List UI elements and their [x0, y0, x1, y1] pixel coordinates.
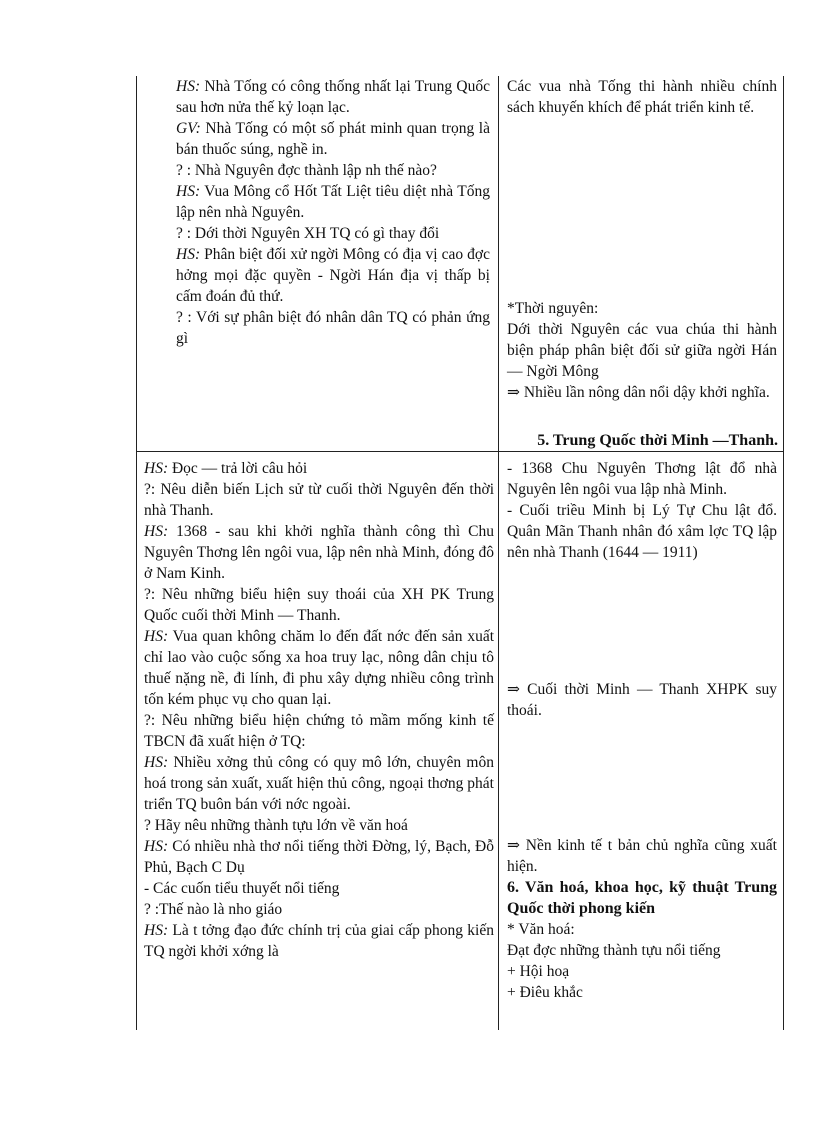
table-border-left [136, 76, 137, 1030]
column-divider [498, 76, 499, 1030]
question-line: ? : Nhà Nguyên đợc thành lập nh thế nào? [176, 162, 437, 179]
role-label: HS: [176, 78, 201, 95]
bottom-right-note-2: ⇒ Cuối thời Minh — Thanh XHPK suy thoái. [507, 681, 777, 719]
dialog-line: HS: Vua quan không chăm lo đến đất nớc đến sản xuất chỉ lao vào cuộc sống xa hoa truy lạc, nông dân chịu tô thuế nặng nề, đi lính, đi phu xây dựng nhiều công trình tốn kém phục vụ cho quan lại. [144, 628, 494, 708]
dialog-line: HS: Nhiều xởng thủ công có quy mô lớn, chuyên môn hoá trong sản xuất, xuất hiện thủ công, ngoại thơng phát triển TQ buôn bán với nớc ngoài. [144, 754, 494, 813]
top-left-cell [176, 76, 490, 349]
role-label: GV: [176, 120, 201, 137]
top-right-cell-a: Các vua nhà Tống thi hành nhiều chính sách khuyến khích để phát triển kinh tế. [507, 78, 777, 116]
question-line: ?: Nêu những biểu hiện suy thoái của XH PK Trung Quốc cuối thời Minh — Thanh. [144, 586, 494, 624]
implies-arrow-icon: ⇒ [507, 384, 520, 401]
top-right-cell-b: *Thời nguyên: Dới thời Nguyên các vua chúa thi hành biện pháp phân biệt đối sử giữa ngời Hán — Ngời Mông ⇒ Nhiều lần nông dân nổi dậy khởi nghĩa. [507, 300, 777, 401]
question-line: ? : Với sự phân biệt đó nhân dân TQ có phản ứng gì [176, 309, 490, 347]
role-label: HS: [144, 838, 169, 855]
role-label: HS: [176, 183, 201, 200]
role-label: HS: [144, 628, 169, 645]
implies-arrow-icon: ⇒ [507, 837, 520, 854]
list-line: - Các cuốn tiểu thuyết nổi tiếng [144, 880, 340, 897]
question-line: ? Hãy nêu những thành tựu lớn về văn hoá [144, 817, 408, 834]
bottom-right-note-1: - 1368 Chu Nguyên Thơng lật đổ nhà Nguyên lên ngôi vua lập nhà Minh. - Cuối triều Minh bị Lý Tự Chu lật đổ. Quân Mãn Thanh nhân đó xâm lợc TQ lập nên nhà Thanh (1644 — 1911) [507, 460, 777, 561]
question-line: ? :Thế nào là nho giáo [144, 901, 283, 918]
question-line: ?: Nêu diễn biến Lịch sử từ cuối thời Nguyên đến thời nhà Thanh. [144, 481, 494, 519]
question-line: ?: Nêu những biểu hiện chứng tỏ mầm mống kinh tế TBCN đã xuất hiện ở TQ: [144, 712, 494, 750]
table-border-right [783, 76, 784, 1030]
role-label: HS: [144, 523, 169, 540]
dialog-line: HS: 1368 - sau khi khởi nghĩa thành công thì Chu Nguyên Thơng lên ngôi vua, lập nên nhà Minh, đóng đô ở Nam Kinh. [144, 523, 494, 582]
implies-arrow-icon: ⇒ [507, 681, 520, 698]
dialog-line: HS: Nhà Tống có công thống nhất lại Trung Quốc sau hơn nửa thế kỷ loạn lạc. [176, 78, 490, 116]
dialog-line: GV: Nhà Tống có một số phát minh quan trọng là bán thuốc súng, nghề in. [176, 120, 490, 158]
role-label: HS: [144, 460, 169, 477]
dialog-line: HS: Phân biệt đối xử ngời Mông có địa vị cao đợc hởng mọi đặc quyền - Ngời Hán địa vị thấp bị cấm đoán đủ thứ. [176, 246, 490, 305]
question-line: ? : Dới thời Nguyên XH TQ có gì thay đổi [176, 225, 440, 242]
row-divider [136, 451, 784, 452]
bottom-left-cell [144, 458, 494, 962]
bottom-right-note-3: ⇒ Nền kinh tế t bản chủ nghĩa cũng xuất hiện. 6. Văn hoá, khoa học, kỹ thuật Trung Quốc thời phong kiến * Văn hoá: Đạt đợc những thành tựu nổi tiếng + Hội hoạ + Điêu khắc [507, 837, 777, 1001]
role-label: HS: [144, 922, 169, 939]
dialog-line: HS: Là t tởng đạo đức chính trị của giai cấp phong kiến TQ ngời khởi xớng là [144, 922, 494, 960]
role-label: HS: [144, 754, 169, 771]
dialog-line: HS: Có nhiều nhà thơ nổi tiếng thời Đờng, lý, Bạch, Đỗ Phủ, Bạch C Dụ [144, 838, 494, 876]
dialog-line: HS: Vua Mông cổ Hốt Tất Liệt tiêu diệt nhà Tống lập nên nhà Nguyên. [176, 183, 490, 221]
section-heading-5: 5. Trung Quốc thời Minh —Thanh. [537, 432, 778, 449]
section-heading-6: 6. Văn hoá, khoa học, kỹ thuật Trung Quốc thời phong kiến [507, 879, 777, 917]
role-label: HS: [176, 246, 201, 263]
dialog-line: HS: Đọc — trả lời câu hỏi [144, 460, 308, 477]
